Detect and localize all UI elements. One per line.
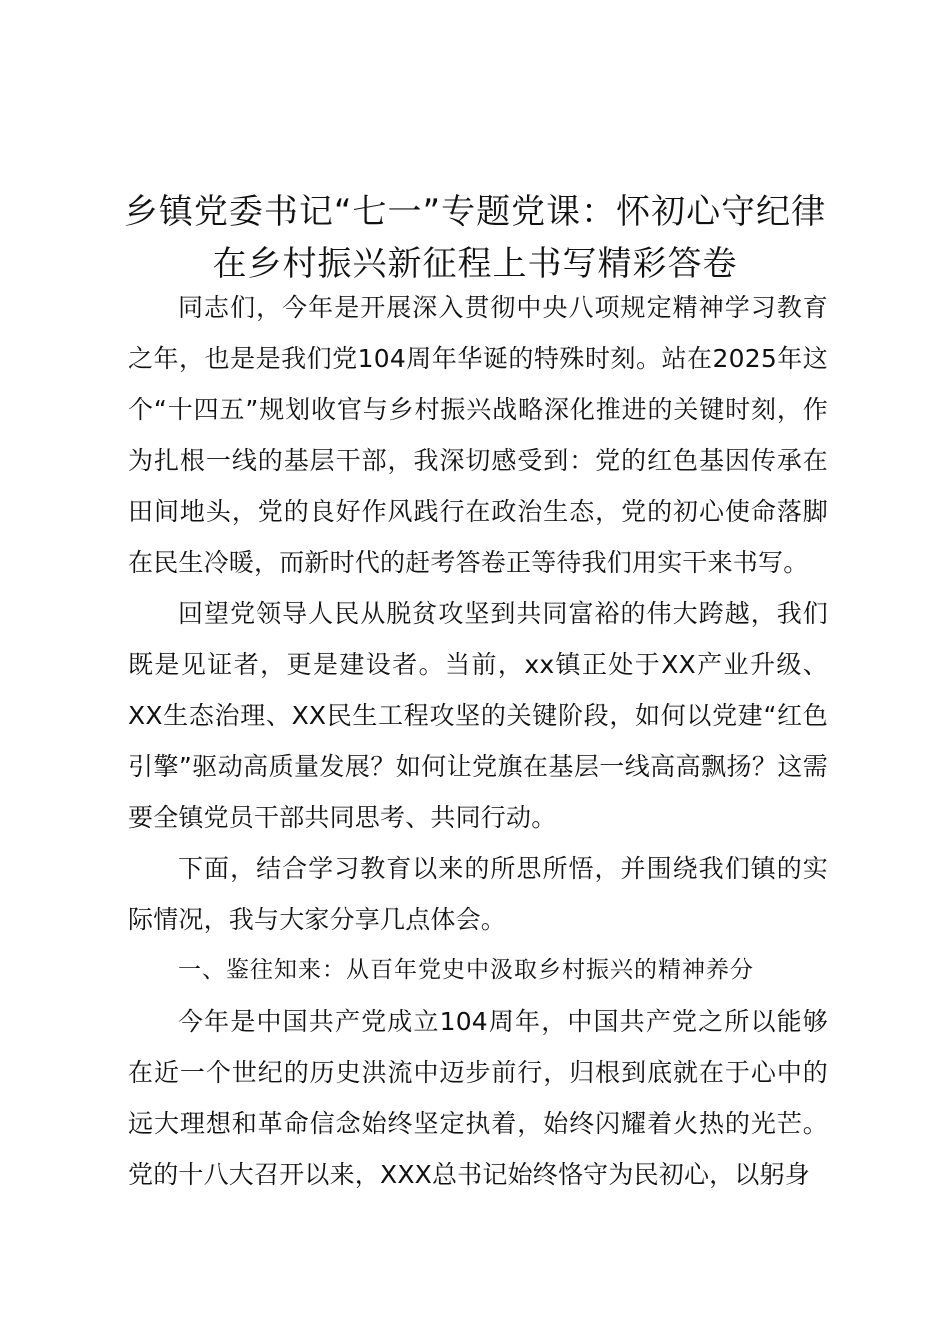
document-body: [128, 282, 828, 1200]
paragraph-review: 回望党领导人民从脱贫攻坚到共同富裕的伟大跨越，我们既是见证者，更是建设者。当前，xx镇正处于XX产业升级、XX生态治理、XX民生工程攻坚的关键阶段，如何以党建“红色引擎”驱动高质量发展？如何让党旗在基层一线高高飘扬？这需要全镇党员干部共同思考、共同行动。: [128, 599, 828, 832]
paragraph-section-one: 今年是中国共产党成立104周年，中国共产党之所以能够在近一个世纪的历史洪流中迈步前行，归根到底就在于心中的远大理想和革命信念始终坚定执着，始终闪耀着火热的光芒。党的十八大召开以来，XXX总书记始终恪守为民初心，以躬身: [128, 1007, 828, 1189]
paragraph-intro: 同志们，今年是开展深入贯彻中央八项规定精神学习教育之年，也是是我们党104周年华诞的特殊时刻。站在2025年这个“十四五”规划收官与乡村振兴战略深化推进的关键时刻，作为扎根一线的基层干部，我深切感受到：党的红色基因传承在田间地头，党的良好作风践行在政治生态，党的初心使命落脚在民生冷暖，而新时代的赶考答卷正等待我们用实干来书写。: [128, 293, 828, 577]
section-heading: 一、鉴往知来：从百年党史中汲取乡村振兴的精神养分: [178, 957, 754, 983]
paragraph-transition: 下面，结合学习教育以来的所思所悟，并围绕我们镇的实际情况，我与大家分享几点体会。: [128, 854, 828, 934]
document-title: 乡镇党委书记“七一”专题党课：怀初心守纪律在乡村振兴新征程上书写精彩答卷: [123, 192, 827, 284]
